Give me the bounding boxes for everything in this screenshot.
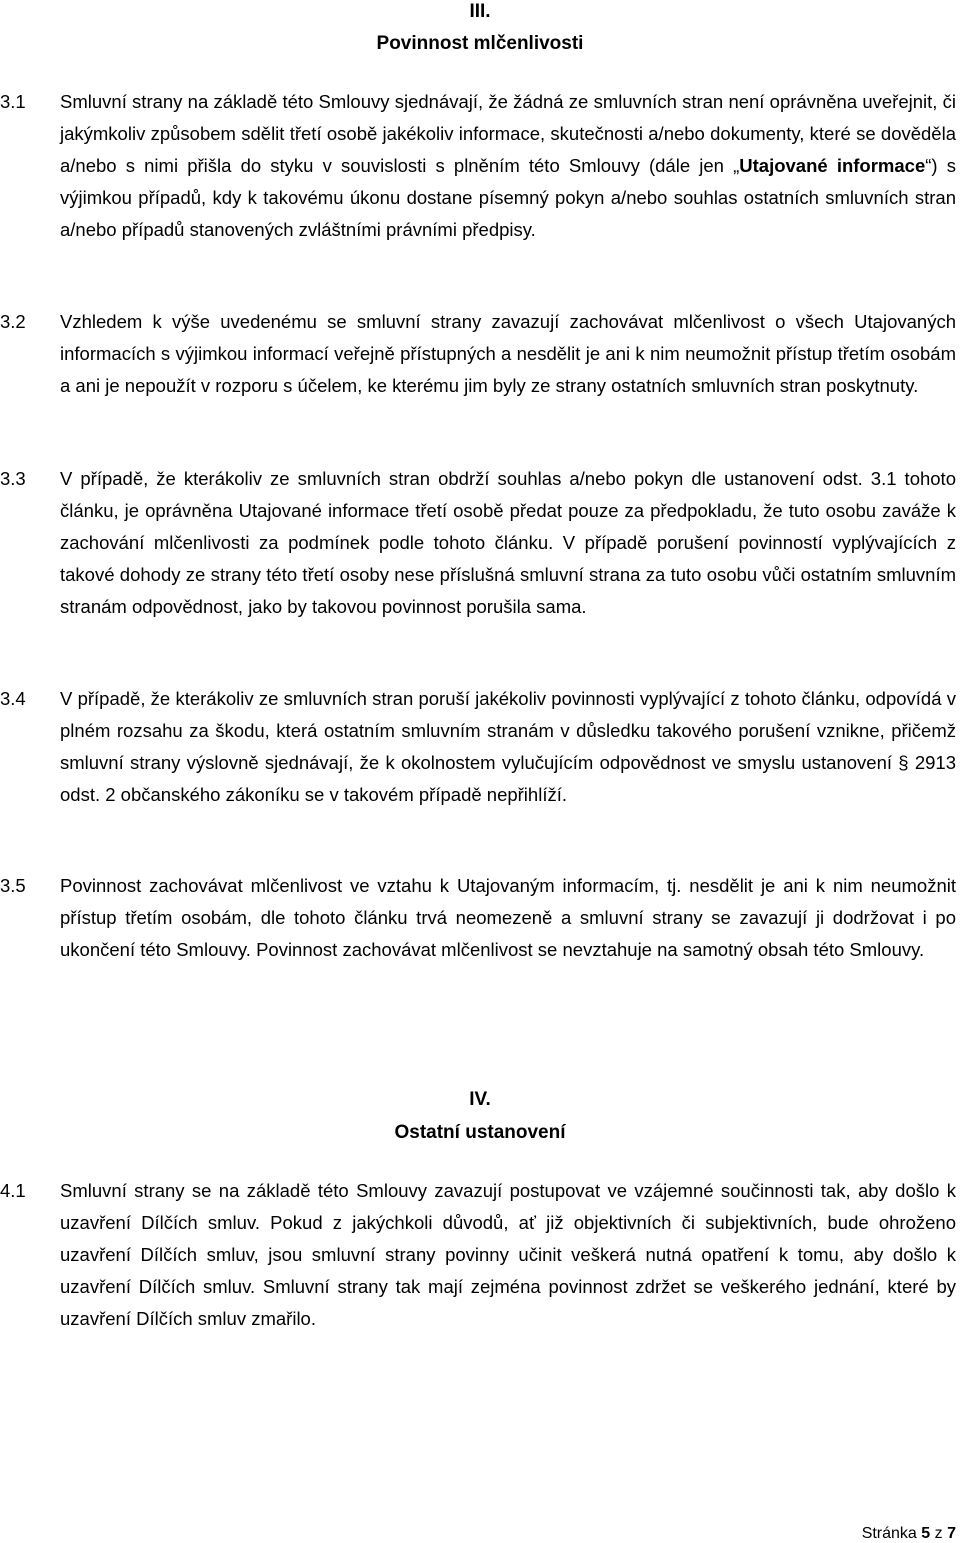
defined-term: Utajované informace xyxy=(739,155,926,176)
clause-3-3 xyxy=(0,463,956,623)
clause-text xyxy=(60,86,956,246)
clause-text-before: Smluvní strany na základě této Smlouvy sjednávají, že žádná ze smluvních stran není oprávněna uveřejnit, či jakýmkoliv způsobem sdělit třetí osobě jakékoliv informace, skutečnosti a/nebo dokumenty, které se dověděla a/nebo s nimi přišla do styku v souvislosti s plněním této Smlouvy (dále jen „ xyxy=(60,91,956,176)
page-footer xyxy=(862,1525,956,1543)
clause-text-after: “) s výjimkou případů, kdy k takovému úkonu dostane písemný pokyn a/nebo souhlas ostatních smluvních stran a/nebo případů stanovených zvláštními právními předpisy. xyxy=(60,155,956,240)
clause-3-2 xyxy=(0,306,956,402)
clause-3-1 xyxy=(0,86,956,246)
clause-number: 4.1 xyxy=(0,1180,26,1201)
clause-text: Povinnost zachovávat mlčenlivost ve vztahu k Utajovaným informacím, tj. nesdělit je ani k nim neumožnit přístup třetím osobám, dle tohoto článku trvá neomezeně a smluvní strany se zavazují ji dodržovat i po ukončení této Smlouvy. Povinnost zachovávat mlčenlivost se nevztahuje na samotný obsah této Smlouvy. xyxy=(60,875,956,960)
clause-number: 3.5 xyxy=(0,875,26,896)
section-4-number: IV. xyxy=(469,1089,491,1110)
clause-text: Vzhledem k výše uvedenému se smluvní strany zavazují zachovávat mlčenlivost o všech Utajovaných informacích s výjimkou informací veřejně přístupných a nesdělit je ani k nim neumožnit přístup třetím osobám a ani je nepoužít v rozporu s účelem, ke kterému jim byly ze strany ostatních smluvních stran poskytnuty. xyxy=(60,311,956,396)
footer-separator: z xyxy=(934,1525,943,1542)
section-3-number: III. xyxy=(469,1,491,22)
footer-label: Stránka xyxy=(861,1525,917,1542)
clause-number: 3.3 xyxy=(0,468,26,489)
clause-4-1 xyxy=(0,1175,956,1335)
clause-3-4 xyxy=(0,683,956,811)
clause-text: V případě, že kterákoliv ze smluvních stran poruší jakékoliv povinnosti vyplývající z tohoto článku, odpovídá v plném rozsahu za škodu, která ostatním smluvním stranám v důsledku takového porušení vznikne, přičemž smluvní strany výslovně sjednávají, že k okolnostem vylučujícím odpovědnost ve smyslu ustanovení § 2913 odst. 2 občanského zákoníku se v takovém případě nepřihlíží. xyxy=(60,688,956,805)
clause-text: V případě, že kterákoliv ze smluvních stran obdrží souhlas a/nebo pokyn dle ustanovení odst. 3.1 tohoto článku, je oprávněna Utajované informace třetí osobě předat pouze za předpokladu, že tuto osobu zaváže k zachování mlčenlivosti za podmínek podle tohoto článku. V případě porušení povinností vyplývajících z takové dohody ze strany této třetí osoby nese příslušná smluvní strana za tuto osobu vůči ostatním smluvním stranám odpovědnost, jako by takovou povinnost porušila sama. xyxy=(60,468,956,617)
section-4-title: Ostatní ustanovení xyxy=(394,1122,566,1143)
clause-3-5 xyxy=(0,870,956,966)
clause-number: 3.1 xyxy=(0,91,26,112)
section-3-title: Povinnost mlčenlivosti xyxy=(376,33,584,54)
clause-number: 3.4 xyxy=(0,688,26,709)
clause-text: Smluvní strany se na základě této Smlouvy zavazují postupovat ve vzájemné součinnosti tak, aby došlo k uzavření Dílčích smluv. Pokud z jakýchkoli důvodů, ať již objektivních či subjektivních, bude ohroženo uzavření Dílčích smluv, jsou smluvní strany povinny učinit veškerá nutná opatření k tomu, aby došlo k uzavření Dílčích smluv. Smluvní strany tak mají zejména povinnost zdržet se veškerého jednání, které by uzavření Dílčích smluv zmařilo. xyxy=(60,1180,956,1329)
clause-number: 3.2 xyxy=(0,311,26,332)
footer-total-pages: 7 xyxy=(947,1525,956,1542)
footer-current-page: 5 xyxy=(921,1525,931,1542)
